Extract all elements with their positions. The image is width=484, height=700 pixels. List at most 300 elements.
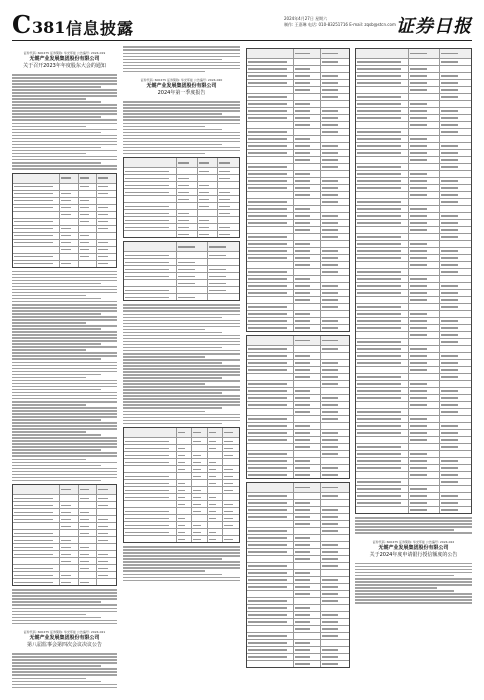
table-cell bbox=[247, 346, 294, 352]
table-row bbox=[356, 339, 471, 346]
text-line bbox=[12, 459, 86, 461]
table-cell bbox=[13, 537, 60, 543]
table-cell bbox=[124, 445, 177, 451]
table-cell bbox=[247, 115, 294, 121]
table-cell bbox=[177, 287, 208, 293]
table-cell bbox=[321, 570, 349, 576]
table-row bbox=[356, 437, 471, 444]
table-cell bbox=[440, 94, 471, 100]
table-cell bbox=[409, 395, 440, 401]
table-cell bbox=[321, 227, 349, 233]
text-line bbox=[12, 298, 101, 300]
table-cell bbox=[192, 536, 208, 542]
announcement-company: 无锡产业发展集团股份有限公司 bbox=[29, 635, 100, 642]
table-cell bbox=[356, 374, 409, 380]
table-cell bbox=[409, 402, 440, 408]
text-line bbox=[123, 329, 205, 331]
text-line bbox=[123, 552, 240, 554]
table-cell bbox=[294, 437, 322, 443]
table-cell bbox=[440, 73, 471, 79]
text-line bbox=[12, 355, 117, 357]
table-cell bbox=[440, 192, 471, 198]
table-cell bbox=[440, 353, 471, 359]
table-cell bbox=[247, 213, 294, 219]
table-cell bbox=[356, 451, 409, 457]
announcement-company: 无锡产业发展集团股份有限公司 bbox=[378, 544, 449, 551]
table-cell bbox=[294, 514, 322, 520]
table-cell bbox=[97, 502, 116, 508]
table-cell bbox=[321, 591, 349, 597]
table-cell bbox=[218, 158, 239, 167]
table-cell bbox=[218, 217, 239, 223]
table-cell bbox=[321, 528, 349, 534]
table-cell bbox=[321, 493, 349, 499]
text-line bbox=[123, 365, 240, 367]
table-cell bbox=[409, 220, 440, 226]
text-line bbox=[123, 62, 240, 64]
table-cell bbox=[198, 182, 219, 188]
table-cell bbox=[13, 551, 60, 557]
table-cell bbox=[247, 164, 294, 170]
table-row bbox=[247, 108, 349, 115]
table-cell bbox=[440, 129, 471, 135]
table-row bbox=[356, 192, 471, 199]
table-cell bbox=[321, 619, 349, 625]
table-cell bbox=[177, 515, 193, 521]
table-cell bbox=[247, 584, 294, 590]
table-cell bbox=[321, 472, 349, 478]
table-cell bbox=[409, 353, 440, 359]
body-text bbox=[123, 101, 240, 154]
table-row bbox=[356, 395, 471, 402]
table-cell bbox=[79, 572, 98, 578]
data-table bbox=[246, 48, 350, 332]
text-line bbox=[123, 314, 240, 316]
text-line bbox=[12, 392, 117, 394]
table-cell bbox=[294, 367, 322, 373]
table-cell bbox=[294, 353, 322, 359]
data-table bbox=[355, 48, 472, 514]
table-cell bbox=[321, 185, 349, 191]
table-row bbox=[356, 479, 471, 486]
text-line bbox=[12, 614, 86, 616]
table-cell bbox=[294, 325, 322, 331]
table-cell bbox=[97, 254, 116, 260]
table-cell bbox=[208, 494, 224, 500]
table-row bbox=[247, 311, 349, 318]
table-cell bbox=[409, 332, 440, 338]
table-row bbox=[356, 451, 471, 458]
table-cell bbox=[247, 276, 294, 282]
table-row bbox=[13, 516, 116, 523]
table-cell bbox=[13, 254, 60, 260]
table-cell bbox=[124, 175, 177, 181]
table-cell bbox=[440, 283, 471, 289]
text-line bbox=[12, 77, 117, 79]
body-text bbox=[355, 517, 472, 534]
text-line bbox=[12, 401, 117, 403]
text-line bbox=[12, 316, 117, 318]
table-cell bbox=[177, 280, 208, 286]
table-cell bbox=[294, 311, 322, 317]
table-cell bbox=[321, 647, 349, 653]
table-cell bbox=[321, 500, 349, 506]
table-cell bbox=[97, 579, 116, 585]
table-cell bbox=[440, 486, 471, 492]
table-cell bbox=[247, 101, 294, 107]
table-cell bbox=[321, 318, 349, 324]
table-cell bbox=[356, 59, 409, 65]
table-cell bbox=[356, 185, 409, 191]
text-line bbox=[12, 271, 117, 273]
table-row bbox=[124, 501, 239, 508]
text-line bbox=[12, 398, 117, 400]
table-cell bbox=[409, 297, 440, 303]
table-cell bbox=[177, 529, 193, 535]
table-cell bbox=[208, 536, 224, 542]
text-line bbox=[123, 356, 205, 358]
table-cell bbox=[409, 234, 440, 240]
text-line bbox=[123, 401, 240, 403]
text-line bbox=[12, 471, 117, 473]
text-line bbox=[12, 480, 101, 482]
text-line bbox=[123, 132, 240, 134]
text-line bbox=[12, 452, 117, 454]
table-cell bbox=[440, 304, 471, 310]
body-text bbox=[12, 271, 117, 482]
table-cell bbox=[97, 205, 116, 211]
table-row bbox=[356, 269, 471, 276]
table-cell bbox=[294, 164, 322, 170]
table-cell bbox=[321, 171, 349, 177]
table-cell bbox=[124, 287, 177, 293]
text-line bbox=[12, 465, 101, 467]
table-row bbox=[247, 129, 349, 136]
table-row bbox=[356, 318, 471, 325]
text-line bbox=[12, 620, 117, 622]
text-line bbox=[123, 320, 240, 322]
table-row bbox=[124, 473, 239, 480]
table-cell bbox=[321, 556, 349, 562]
table-cell bbox=[60, 579, 79, 585]
text-line bbox=[12, 462, 117, 464]
table-cell bbox=[177, 266, 208, 272]
table-cell bbox=[192, 459, 208, 465]
table-row bbox=[247, 633, 349, 640]
table-cell bbox=[79, 565, 98, 571]
table-cell bbox=[440, 136, 471, 142]
table-cell bbox=[440, 213, 471, 219]
table-cell bbox=[124, 428, 177, 437]
table-cell bbox=[409, 94, 440, 100]
table-cell bbox=[247, 430, 294, 436]
table-cell bbox=[440, 451, 471, 457]
table-cell bbox=[409, 157, 440, 163]
table-cell bbox=[409, 73, 440, 79]
table-cell bbox=[356, 423, 409, 429]
table-cell bbox=[409, 87, 440, 93]
table-cell bbox=[208, 501, 224, 507]
announcement-title: 关于召开2023年年度股东大会的通知 bbox=[23, 63, 106, 69]
table-cell bbox=[321, 192, 349, 198]
table-cell bbox=[356, 437, 409, 443]
table-cell bbox=[60, 226, 79, 232]
table-cell bbox=[294, 598, 322, 604]
table-cell bbox=[247, 255, 294, 261]
table-row bbox=[247, 346, 349, 353]
table-cell bbox=[218, 196, 239, 202]
table-row bbox=[247, 94, 349, 101]
table-cell bbox=[356, 171, 409, 177]
text-line bbox=[123, 362, 222, 364]
table-cell bbox=[294, 563, 322, 569]
table-cell bbox=[60, 551, 79, 557]
table-cell bbox=[247, 87, 294, 93]
text-line bbox=[12, 322, 86, 324]
body-text bbox=[123, 304, 240, 424]
table-cell bbox=[60, 191, 79, 197]
text-line bbox=[123, 392, 222, 394]
table-cell bbox=[294, 297, 322, 303]
table-cell bbox=[294, 241, 322, 247]
text-line bbox=[12, 147, 101, 149]
text-line bbox=[123, 341, 240, 343]
table-cell bbox=[247, 336, 294, 345]
table-cell bbox=[79, 247, 98, 253]
table-cell bbox=[124, 522, 177, 528]
table-row bbox=[356, 402, 471, 409]
table-cell bbox=[177, 445, 193, 451]
data-table bbox=[123, 241, 240, 301]
table-cell bbox=[79, 485, 98, 494]
text-line bbox=[12, 304, 117, 306]
table-cell bbox=[409, 416, 440, 422]
table-cell bbox=[409, 346, 440, 352]
table-row bbox=[13, 509, 116, 516]
table-cell bbox=[440, 346, 471, 352]
table-cell bbox=[294, 129, 322, 135]
text-line bbox=[355, 584, 472, 586]
table-row bbox=[124, 287, 239, 294]
table-cell bbox=[440, 325, 471, 331]
table-cell bbox=[247, 388, 294, 394]
table-cell bbox=[208, 438, 224, 444]
table-row bbox=[124, 515, 239, 522]
text-line bbox=[12, 110, 117, 112]
table-cell bbox=[321, 248, 349, 254]
text-line bbox=[12, 443, 117, 445]
table-row bbox=[13, 572, 116, 579]
table-cell bbox=[208, 445, 224, 451]
table-row bbox=[356, 276, 471, 283]
table-cell bbox=[321, 661, 349, 667]
table-row bbox=[247, 185, 349, 192]
page-number: 381 bbox=[32, 18, 66, 37]
text-line bbox=[12, 678, 86, 680]
table-cell bbox=[60, 537, 79, 543]
text-line bbox=[12, 604, 117, 606]
table-row bbox=[13, 558, 116, 565]
section-title: 信息披露 bbox=[66, 19, 135, 38]
table-cell bbox=[192, 487, 208, 493]
text-line bbox=[12, 425, 117, 427]
table-row bbox=[356, 241, 471, 248]
table-cell bbox=[60, 240, 79, 246]
text-line bbox=[12, 389, 101, 391]
table-cell bbox=[247, 654, 294, 660]
table-cell bbox=[409, 304, 440, 310]
table-cell bbox=[321, 297, 349, 303]
table-row bbox=[247, 213, 349, 220]
table-cell bbox=[79, 502, 98, 508]
table-cell bbox=[409, 248, 440, 254]
table-row bbox=[13, 233, 116, 240]
text-line bbox=[12, 687, 117, 689]
table-cell bbox=[294, 661, 322, 667]
table-cell bbox=[247, 402, 294, 408]
header-rule bbox=[12, 40, 472, 41]
table-row bbox=[247, 598, 349, 605]
table-cell bbox=[177, 189, 198, 195]
table-row bbox=[356, 374, 471, 381]
table-cell bbox=[440, 472, 471, 478]
text-line bbox=[12, 653, 117, 655]
table-cell bbox=[294, 80, 322, 86]
table-cell bbox=[208, 480, 224, 486]
table-cell bbox=[294, 101, 322, 107]
table-cell bbox=[294, 521, 322, 527]
table-cell bbox=[208, 259, 239, 265]
text-line bbox=[355, 596, 472, 598]
text-line bbox=[123, 129, 222, 131]
table-row bbox=[13, 523, 116, 530]
table-cell bbox=[356, 227, 409, 233]
table-cell bbox=[321, 136, 349, 142]
table-row bbox=[247, 136, 349, 143]
table-cell bbox=[198, 189, 219, 195]
table-row bbox=[356, 283, 471, 290]
table-row bbox=[247, 59, 349, 66]
table-cell bbox=[247, 647, 294, 653]
table-row bbox=[247, 248, 349, 255]
table-cell bbox=[247, 227, 294, 233]
announcement-header bbox=[123, 78, 240, 97]
table-cell bbox=[294, 549, 322, 555]
text-line bbox=[355, 523, 472, 525]
table-cell bbox=[356, 507, 409, 513]
text-line bbox=[12, 80, 117, 82]
table-cell bbox=[79, 516, 98, 522]
table-cell bbox=[294, 255, 322, 261]
table-cell bbox=[321, 108, 349, 114]
text-line bbox=[123, 368, 240, 370]
table-cell bbox=[13, 191, 60, 197]
table-cell bbox=[321, 388, 349, 394]
table-cell bbox=[60, 212, 79, 218]
text-line bbox=[12, 681, 101, 683]
table-cell bbox=[247, 619, 294, 625]
table-cell bbox=[321, 129, 349, 135]
table-row bbox=[247, 388, 349, 395]
table-cell bbox=[177, 487, 193, 493]
table-cell bbox=[223, 438, 239, 444]
table-cell bbox=[409, 381, 440, 387]
table-cell bbox=[177, 196, 198, 202]
table-cell bbox=[97, 530, 116, 536]
text-line bbox=[123, 307, 240, 309]
text-line bbox=[12, 292, 117, 294]
text-line bbox=[12, 477, 117, 479]
table-row bbox=[124, 189, 239, 196]
table-cell bbox=[13, 184, 60, 190]
table-cell bbox=[294, 220, 322, 226]
table-cell bbox=[97, 572, 116, 578]
table-row bbox=[247, 80, 349, 87]
table-cell bbox=[124, 452, 177, 458]
table-cell bbox=[97, 565, 116, 571]
table-cell bbox=[223, 536, 239, 542]
table-cell bbox=[321, 241, 349, 247]
table-cell bbox=[294, 206, 322, 212]
table-cell bbox=[356, 66, 409, 72]
table-cell bbox=[60, 530, 79, 536]
text-line bbox=[123, 326, 240, 328]
table-cell bbox=[208, 508, 224, 514]
table-cell bbox=[356, 73, 409, 79]
text-line bbox=[355, 599, 472, 601]
table-row bbox=[356, 332, 471, 339]
table-cell bbox=[321, 437, 349, 443]
table-cell bbox=[124, 217, 177, 223]
table-row bbox=[247, 336, 349, 346]
text-line bbox=[12, 119, 117, 121]
table-cell bbox=[13, 565, 60, 571]
text-line bbox=[12, 358, 101, 360]
text-line bbox=[123, 304, 240, 306]
table-row bbox=[247, 297, 349, 304]
table-cell bbox=[440, 101, 471, 107]
table-row bbox=[247, 465, 349, 472]
table-cell bbox=[208, 487, 224, 493]
table-row bbox=[356, 500, 471, 507]
text-line bbox=[12, 107, 117, 109]
table-row bbox=[247, 178, 349, 185]
table-row bbox=[356, 325, 471, 332]
text-line bbox=[123, 338, 240, 340]
table-cell bbox=[177, 231, 198, 237]
table-cell bbox=[409, 136, 440, 142]
table-cell bbox=[356, 199, 409, 205]
table-cell bbox=[356, 493, 409, 499]
table-cell bbox=[124, 273, 177, 279]
table-cell bbox=[124, 242, 177, 251]
text-line bbox=[123, 404, 240, 406]
table-row bbox=[124, 438, 239, 445]
table-cell bbox=[247, 185, 294, 191]
text-line bbox=[12, 598, 117, 600]
text-line bbox=[12, 455, 117, 457]
table-cell bbox=[356, 248, 409, 254]
table-cell bbox=[247, 612, 294, 618]
table-cell bbox=[247, 178, 294, 184]
text-line bbox=[12, 468, 117, 470]
table-cell bbox=[356, 346, 409, 352]
table-row bbox=[356, 66, 471, 73]
text-line bbox=[123, 546, 240, 548]
table-row bbox=[247, 49, 349, 59]
table-row bbox=[247, 157, 349, 164]
table-cell bbox=[247, 591, 294, 597]
